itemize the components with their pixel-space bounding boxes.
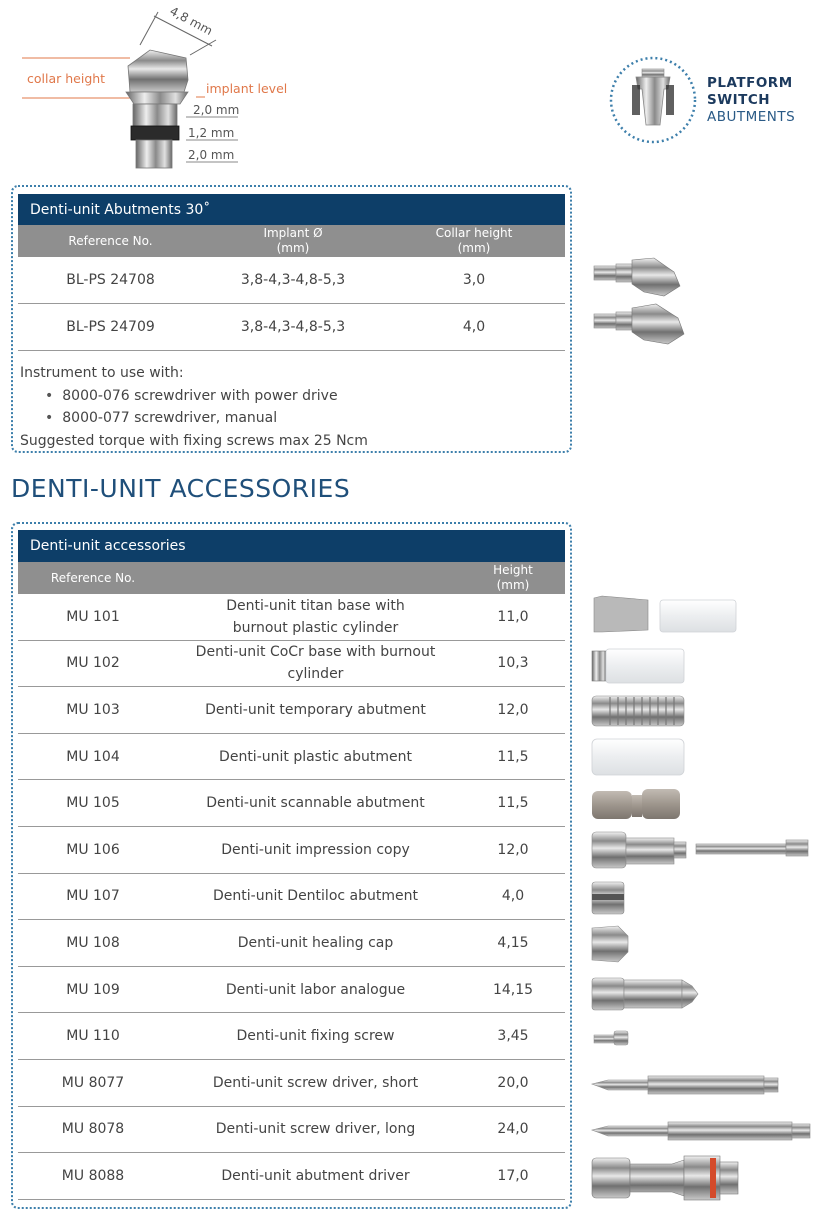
reference-cell: MU 108 xyxy=(66,934,120,951)
height-cell: 11,5 xyxy=(497,748,529,765)
reference-cell: MU 8077 xyxy=(61,1074,125,1091)
screw-driver-short-image xyxy=(592,1076,778,1094)
table-row xyxy=(18,780,565,827)
table-row xyxy=(18,1153,565,1200)
table-row xyxy=(18,594,565,641)
table-row xyxy=(18,967,565,1014)
description-line: Denti-unit screw driver, long xyxy=(215,1121,416,1138)
height-cell: 4,0 xyxy=(501,888,525,905)
collar-cell: 4,0 xyxy=(462,319,486,335)
scannable-abutment-image xyxy=(592,789,680,819)
height-cell: 11,5 xyxy=(497,795,529,812)
header-implant-diameter: Implant Ø xyxy=(263,226,323,240)
description-line: Denti-unit healing cap xyxy=(237,934,394,951)
plastic-abutment-image xyxy=(592,739,684,775)
reference-cell: MU 104 xyxy=(66,748,120,765)
height-cell: 20,0 xyxy=(497,1074,529,1091)
description-line: Denti-unit abutment driver xyxy=(221,1167,410,1184)
description-cell xyxy=(168,874,463,920)
instrument-list xyxy=(20,385,368,430)
torque-note: Suggested torque with fixing screws max 25 Ncm xyxy=(20,432,368,449)
table-row xyxy=(18,1013,565,1060)
reference-cell: MU 101 xyxy=(66,608,120,625)
table-row xyxy=(18,874,565,921)
description-line: Denti-unit impression copy xyxy=(221,841,410,858)
badge-line-2: SWITCH xyxy=(707,92,771,108)
reference-cell: MU 103 xyxy=(66,701,120,718)
reference-cell: MU 106 xyxy=(66,841,120,858)
impression-copy-image xyxy=(592,832,808,868)
cocr-base-image xyxy=(592,649,684,683)
implant-cell: 3,8-4,3-4,8-5,3 xyxy=(240,319,346,335)
description-line: Denti-unit titan base with xyxy=(226,597,405,614)
description-cell xyxy=(168,1013,463,1059)
section-title: DENTI-UNIT ACCESSORIES xyxy=(11,474,351,503)
instrument-item: • 8000-077 screwdriver, manual xyxy=(45,407,368,430)
instrument-notes xyxy=(20,362,368,452)
dentiloc-abutment-image xyxy=(592,882,624,914)
description-cell xyxy=(168,967,463,1013)
description-cell xyxy=(168,734,463,780)
reference-cell: MU 105 xyxy=(66,795,120,812)
description-line: Denti-unit CoCr base with burnout cylinder xyxy=(195,644,436,683)
description-line: Denti-unit screw driver, short xyxy=(212,1074,419,1091)
abutments-table-header xyxy=(18,225,565,257)
header-unit: (mm) xyxy=(276,241,310,255)
reference-cell: MU 102 xyxy=(66,655,120,672)
badge-line-3: ABUTMENTS xyxy=(707,109,796,125)
height-cell: 10,3 xyxy=(497,655,529,672)
table-row xyxy=(18,641,565,688)
header-reference: Reference No. xyxy=(68,234,153,248)
dimension-label: 1,2 mm xyxy=(188,126,235,140)
height-cell: 17,0 xyxy=(497,1167,529,1184)
fixing-screw-image xyxy=(594,1031,628,1045)
description-line: Denti-unit fixing screw xyxy=(236,1028,395,1045)
description-cell xyxy=(168,780,463,826)
table-row xyxy=(18,1107,565,1154)
collar-cell: 3,0 xyxy=(462,272,486,288)
description-line: Denti-unit plastic abutment xyxy=(219,748,412,765)
height-cell: 12,0 xyxy=(497,701,529,718)
width-dimension-label: 4,8 mm xyxy=(167,3,215,39)
abutment-image xyxy=(594,304,684,344)
collar-height-label: collar height xyxy=(27,71,106,86)
height-cell: 4,15 xyxy=(497,934,529,951)
temporary-abutment-image xyxy=(592,696,684,726)
dimension-label: 2,0 mm xyxy=(188,148,235,162)
description-line: Denti-unit labor analogue xyxy=(225,981,406,998)
dimension-label: 2,0 mm xyxy=(193,103,240,117)
accessories-table-title: Denti-unit accessories xyxy=(18,530,565,562)
labor-analogue-image xyxy=(592,978,698,1010)
height-cell: 12,0 xyxy=(497,841,529,858)
reference-cell: BL-PS 24708 xyxy=(66,272,155,288)
abutment-driver-image xyxy=(592,1156,738,1200)
table-row xyxy=(18,687,565,734)
description-cell xyxy=(168,641,463,687)
table-row xyxy=(18,1060,565,1107)
height-cell: 3,45 xyxy=(497,1028,529,1045)
description-line: burnout plastic cylinder xyxy=(232,619,399,636)
table-row xyxy=(18,304,565,351)
description-cell xyxy=(168,920,463,966)
instrument-intro: Instrument to use with: xyxy=(20,365,184,381)
height-cell: 14,15 xyxy=(492,981,534,998)
description-line: Denti-unit scannable abutment xyxy=(206,795,425,812)
description-cell xyxy=(168,594,463,640)
reference-cell: MU 109 xyxy=(66,981,120,998)
abutments-table-title: Denti-unit Abutments 30˚ xyxy=(18,194,565,225)
reference-cell: MU 107 xyxy=(66,888,120,905)
abutment-image xyxy=(594,258,680,296)
healing-cap-image xyxy=(592,926,628,962)
implant-level-label: implant level xyxy=(206,81,288,96)
description-cell xyxy=(168,1107,463,1153)
reference-cell: MU 8088 xyxy=(61,1167,125,1184)
platform-switch-icon xyxy=(608,55,698,145)
implant-cell: 3,8-4,3-4,8-5,3 xyxy=(240,272,346,288)
table-row xyxy=(18,734,565,781)
header-reference: Reference No. xyxy=(50,571,136,585)
accessory-product-images xyxy=(588,592,818,1207)
header-height: Height xyxy=(493,563,533,577)
description-line: Denti-unit Dentiloc abutment xyxy=(213,888,418,905)
badge-line-1: PLATFORM xyxy=(707,75,793,91)
description-cell xyxy=(168,687,463,733)
titan-base-image xyxy=(594,596,736,632)
reference-cell: BL-PS 24709 xyxy=(66,319,155,335)
header-unit: (mm) xyxy=(496,578,530,592)
height-cell: 11,0 xyxy=(497,608,529,625)
abutment-product-images xyxy=(592,254,692,350)
description-cell xyxy=(168,1153,463,1199)
instrument-item: • 8000-076 screwdriver with power drive xyxy=(45,385,368,408)
reference-cell: MU 110 xyxy=(66,1028,120,1045)
header-unit: (mm) xyxy=(457,241,491,255)
table-row xyxy=(18,920,565,967)
table-row xyxy=(18,827,565,874)
header-collar-height: Collar height xyxy=(435,226,513,240)
description-cell xyxy=(168,1060,463,1106)
description-cell xyxy=(168,827,463,873)
height-cell: 24,0 xyxy=(497,1121,529,1138)
abutment-dimension-diagram xyxy=(0,0,330,180)
accessories-table-header xyxy=(18,562,565,594)
platform-switch-badge xyxy=(707,75,795,126)
reference-cell: MU 8078 xyxy=(61,1121,125,1138)
screw-driver-long-image xyxy=(592,1122,810,1140)
description-line: Denti-unit temporary abutment xyxy=(205,701,426,718)
table-row xyxy=(18,257,565,304)
